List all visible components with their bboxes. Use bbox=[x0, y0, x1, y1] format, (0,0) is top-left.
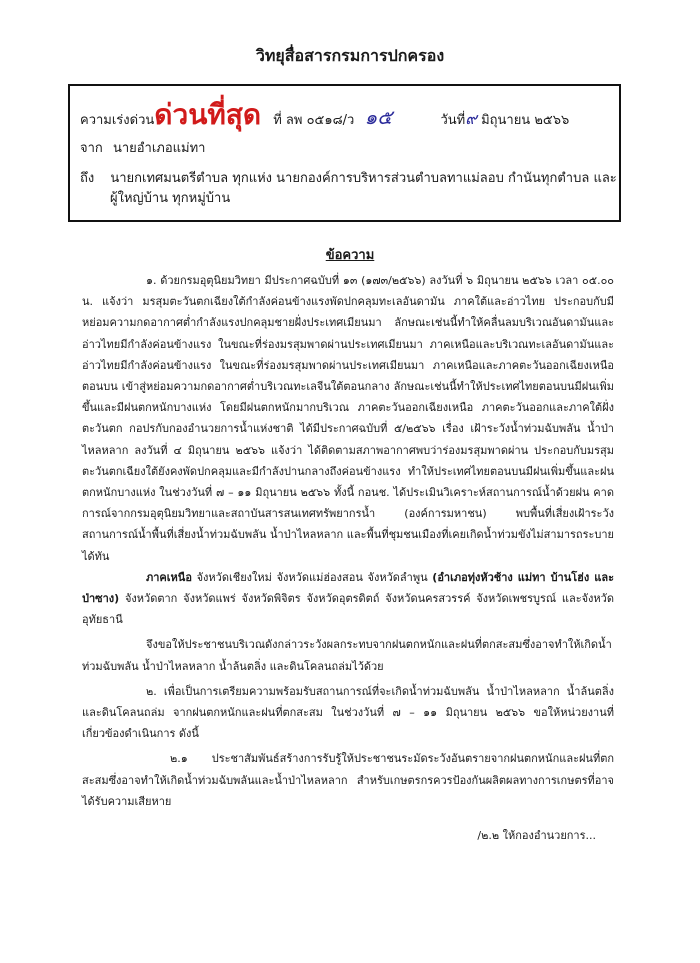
paragraph-2-text-b: จังหวัดตาก จังหวัดแพร่ จังหวัดพิจิตร จังหวัดอุตรดิตถ์ จังหวัดนครสวรรค์ จังหวัดเพชรบูรณ์ และจังหวัดอุทัยธานี bbox=[82, 592, 614, 627]
from-label: จาก bbox=[80, 141, 103, 156]
from-row bbox=[80, 140, 206, 158]
paragraph-4: ๒. เพื่อเป็นการเตรียมความพร้อมรับสถานการณ์ที่จะเกิดน้ำท่วมฉับพลัน น้ำป่าไหลหลาก น้ำล้นตลิ่ง และดินโคลนถล่ม จากฝนตกหนักและฝนที่ตกสะสม ในช่วงวันที่ ๗ – ๑๑ มิถุนายน ๒๕๖๖ ขอให้หน่วยงานที่เกี่ยวข้องดำเนินการ ดังนี้ bbox=[82, 684, 614, 741]
region-north-label: ภาคเหนือ bbox=[146, 570, 192, 584]
district-list-highlight: (อำเภอทุ่งหัวช้าง แม่ทา บ้านโฮ่ง และป่าซาง) bbox=[82, 570, 614, 606]
to-line-1: นายกเทศมนตรีตำบล ทุกแห่ง นายกองค์การบริหารส่วนตำบลทาแม่ลอบ กำนันทุกตำบล และ bbox=[110, 171, 617, 186]
message-body bbox=[82, 270, 614, 812]
paragraph-5: ๒.๑ ประชาสัมพันธ์สร้างการรับรู้ให้ประชาชนระมัดระวังอันตรายจากฝนตกหนักและฝนที่ตกสะสมซึ่งอาจทำให้เกิดน้ำท่วมฉับพลันและน้ำป่าไหลหลาก สำหรับเกษตรกรควรป้องกันผลิตผลทางการเกษตรที่อาจได้รับความเสียหาย bbox=[82, 752, 614, 808]
date-label: วันที่ bbox=[440, 113, 466, 128]
from-value: นายอำเภอแม่ทา bbox=[112, 141, 206, 156]
to-label: ถึง bbox=[80, 171, 95, 186]
document-number-handwritten: ๑๕ bbox=[364, 105, 393, 129]
date-day-handwritten: ๙ bbox=[465, 109, 477, 128]
paragraph-2-text-a: จังหวัดเชียงใหม่ จังหวัดแม่ฮ่องสอน จังหวัดลำพูน bbox=[191, 570, 433, 584]
urgency-row bbox=[80, 100, 569, 130]
paragraph-2 bbox=[82, 567, 614, 631]
continuation-note: /๒.๒ ให้กองอำนวยการ... bbox=[477, 829, 596, 842]
message-title: ข้อความ bbox=[325, 248, 375, 263]
paragraph-3: จึงขอให้ประชาชนบริเวณดังกล่าวระวังผลกระทบจากฝนตกหนักและฝนที่ตกสะสมซึ่งอาจทำให้เกิดน้ำท่วมฉับพลัน น้ำป่าไหลหลาก น้ำล้นตลิ่ง และดินโคลนถล่มไว้ด้วย bbox=[82, 638, 612, 673]
urgency-label: ความเร่งด่วน bbox=[80, 113, 155, 128]
paragraph-1: ๑. ด้วยกรมอุตุนิยมวิทยา มีประกาศฉบับที่ ๑๓ (๑๗๓/๒๕๖๖) ลงวันที่ ๖ มิถุนายน ๒๕๖๖ เวลา ๐๕.๐๐ น. แจ้งว่า มรสุมตะวันตกเฉียงใต้กำลังค่อนข้างแรงพัดปกคลุมทะเลอันดามัน ภาคใต้และอ่าวไทย ประกอบกับมีหย่อมความกดอากาศต่ำกำลังแรงปกคลุมชายฝั่งประเทศเมียนมา ลักษณะเช่นนี้ทำให้คลื่นลมบริเวณอันดามันและอ่าวไทยมีกำลังค่อนข้างแรง ในขณะที่ร่องมรสุมพาดผ่านประเทศเมียนมา ภาคเหนือและบริเวณทะเลอันดามันและอ่าวไทยมีกำลังค่อนข้างแรง ในขณะที่ร่องมรสุมพาดผ่านประเทศเมียนมา ภาคเหนือและภาคตะวันออกเฉียงเหนือตอนบน เข้าสู่หย่อมความกดอากาศต่ำบริเวณทะเลจีนใต้ตอนกลาง ลักษณะเช่นนี้ทำให้ประเทศไทยตอนบนมีฝนเพิ่มขึ้นและมีฝนตกหนักบางแห่ง โดยมีฝนตกหนักมากบริเวณ ภาคตะวันออกเฉียงเหนือ ภาคตะวันออกและภาคใต้ฝั่งตะวันตก กอปรกับกองอำนวยการน้ำแห่งชาติ ได้มีประกาศฉบับที่ ๕/๒๕๖๖ เรื่อง เฝ้าระวังน้ำท่วมฉับพลัน น้ำป่าไหลหลาก ลงวันที่ ๔ มิถุนายน ๒๕๖๖ แจ้งว่า ได้ติดตามสภาพอากาศพบว่าร่องมรสุมพาดผ่าน ประกอบกับมรสุมตะวันตกเฉียงใต้ยังคงพัดปกคลุมและมีกำลังปานกลางถึงค่อนข้างแรง ทำให้ประเทศไทยตอนบนมีฝนเพิ่มขึ้นและฝนตกหนักบางแห่ง ในช่วงวันที่ ๗ – ๑๑ มิถุนายน ๒๕๖๖ ทั้งนี้ กอนช. ได้ประเมินวิเคราะห์สถานการณ์น้ำด้วยฝน คาดการณ์จากกรมอุตุนิยมวิทยาและสถาบันสารสนเทศทรัพยากรน้ำ (องค์การมหาชน) พบพื้นที่เสี่ยงเฝ้าระวังสถานการณ์น้ำพื้นที่เสี่ยงน้ำท่วมฉับพลัน น้ำป่าไหลหลาก และพื้นที่ชุมชนเมืองที่เคยเกิดน้ำท่วมขังไม่สามารถระบายได้ทัน bbox=[82, 274, 614, 563]
document-number-prefix: ที่ ลพ ๐๕๑๘/ว bbox=[273, 113, 355, 128]
radio-header-box bbox=[68, 84, 621, 222]
to-row bbox=[80, 170, 617, 188]
to-line-2: ผู้ใหญ่บ้าน ทุกหมู่บ้าน bbox=[110, 191, 231, 206]
urgency-value: ด่วนที่สุด bbox=[154, 98, 262, 131]
date-rest: มิถุนายน ๒๕๖๖ bbox=[481, 113, 570, 128]
document-header-title: วิทยุสื่อสารกรมการปกครอง bbox=[255, 46, 445, 65]
